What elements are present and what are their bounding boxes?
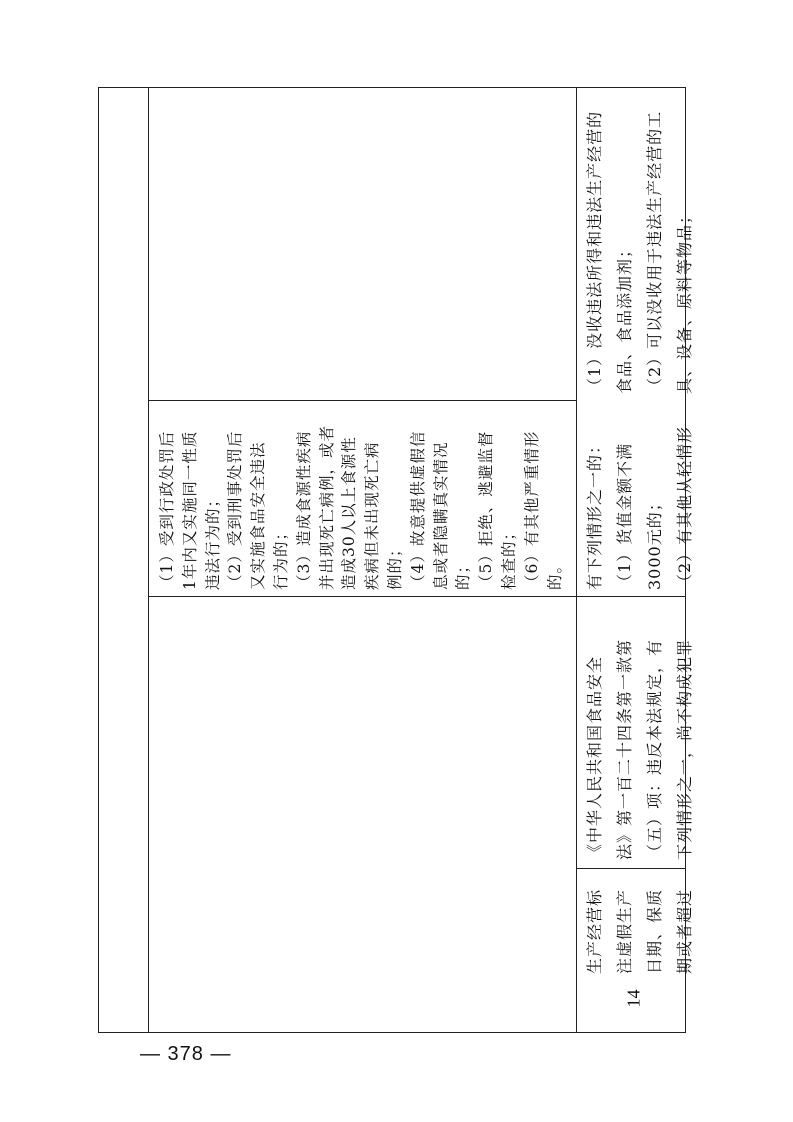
circumstance-line: 造成30人以上食源性: [340, 436, 359, 590]
row-divider: [576, 868, 686, 869]
legal-basis-cell: [578, 598, 694, 866]
circumstance-line: （5）拒绝、逃避监督: [477, 430, 496, 590]
column-divider: [576, 87, 577, 1033]
circumstance-line: 息或者隐瞒真实情况: [431, 441, 450, 590]
item-cell: [578, 870, 694, 978]
circumstance-line: 疾病但未出现死亡病: [363, 441, 382, 590]
item-line: 注虚假生产: [615, 888, 634, 974]
circumstance-line: （4）故意提供虚假信: [408, 430, 427, 590]
row-number: 14: [623, 989, 644, 1008]
circumstance-line: （2）受到刑事处罚后: [226, 430, 245, 590]
circumstance-line: 并出现死亡病例，或者: [317, 424, 336, 590]
circumstance-line: （1）受到行政处罚后: [158, 430, 176, 590]
row-divider: [148, 596, 576, 597]
basis-line: 法》第一百二十四条第一款第: [615, 638, 634, 860]
circumstance-line: 又实施食品安全违法: [249, 441, 268, 590]
penalty-line: 食品、食品添加剂；: [615, 240, 634, 394]
circumstance-line: 有下列情形之一的：: [585, 436, 604, 590]
item-line: 生产经营标: [585, 888, 604, 974]
circumstance-line: 的；: [454, 556, 473, 590]
item-line: 期或者超过: [675, 888, 694, 974]
column-divider: [148, 87, 149, 1033]
circumstance-line: 行为的；: [271, 523, 290, 590]
penalty-line: （2）可以没收用于违法生产经营的工: [645, 110, 664, 394]
penalty-cell: [578, 89, 694, 398]
basis-line: 下列情形之一，尚不构成犯罪: [675, 638, 694, 860]
circumstance-line: （2）有其他从轻情形: [675, 425, 694, 590]
penalty-line: （1）没收违法所得和违法生产经营的: [585, 110, 604, 394]
circumstance-line: （3）造成食源性疾病: [294, 430, 313, 590]
circumstance-line: （6）有其他严重情形: [522, 430, 541, 590]
basis-line: （五）项：违反本法规定，有: [645, 638, 664, 860]
circumstance-line: 违法行为的；: [203, 490, 222, 590]
basis-line: 《中华人民共和国食品安全: [585, 655, 604, 860]
item-line: 日期、保质: [645, 888, 664, 974]
row-divider: [148, 400, 576, 401]
serious-circumstance-cell: [150, 403, 574, 594]
circumstance-line: 检查的；: [499, 523, 518, 590]
light-circumstance-cell: [578, 403, 694, 594]
page-number: — 378 —: [140, 1043, 232, 1065]
penalty-line: 具、设备、原料等物品；: [675, 206, 694, 394]
circumstance-line: 例的；: [385, 540, 404, 590]
circumstance-line: （1）货值金额不满: [615, 442, 634, 590]
circumstance-line: 1年内又实施同一性质: [180, 430, 199, 590]
circumstance-line: 3000元的；: [645, 494, 664, 590]
circumstance-line: 的。: [545, 556, 564, 590]
row-divider: [576, 596, 686, 597]
